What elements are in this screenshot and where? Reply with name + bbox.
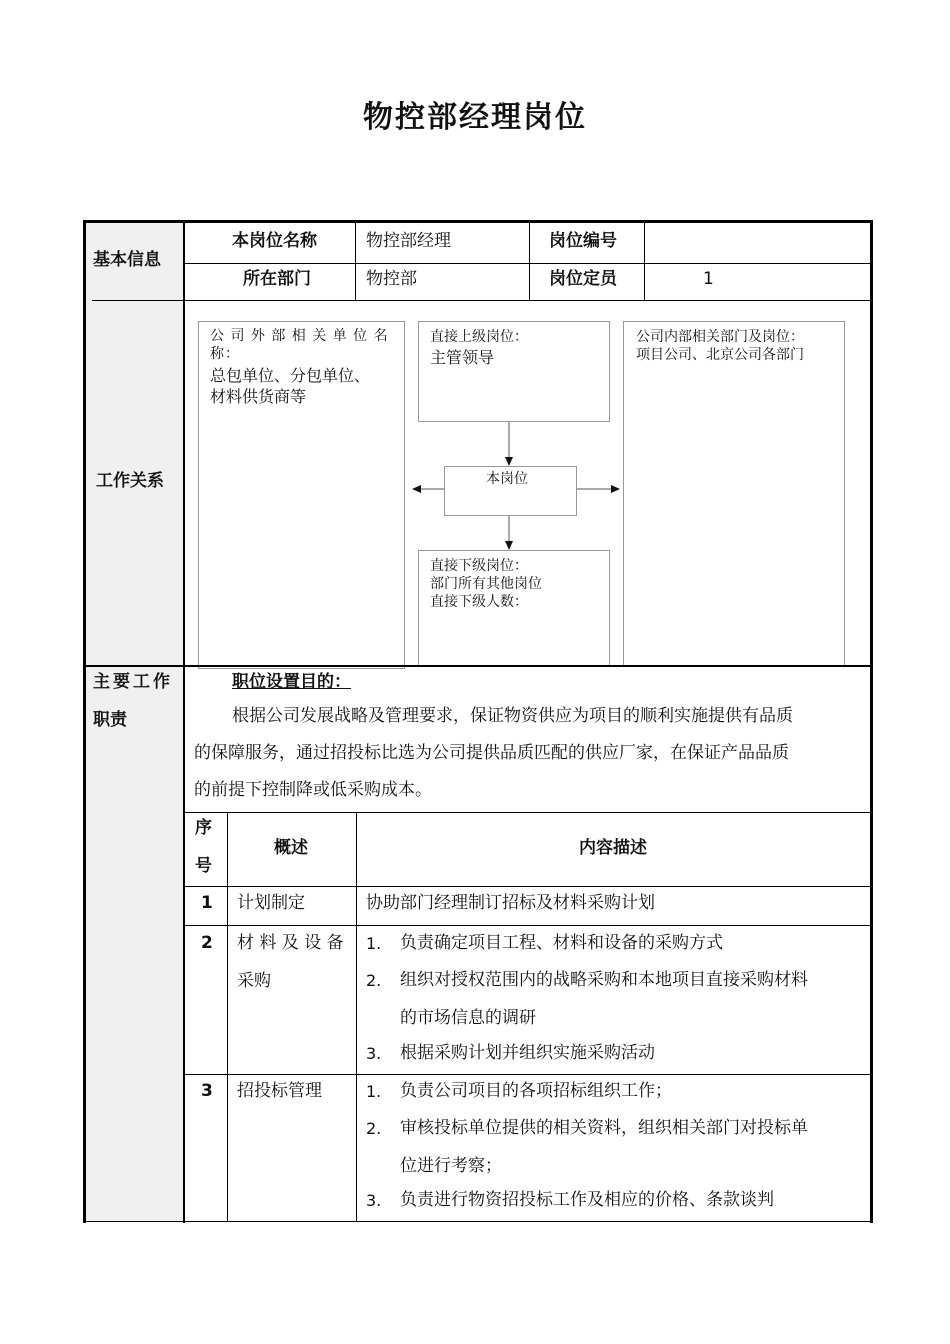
relations-label: 工作关系 <box>96 471 164 491</box>
duties-table-top <box>185 812 872 813</box>
basic-col1 <box>355 222 356 300</box>
row2-item2-text: 组织对授权范围内的战略采购和本地项目直接采购材料 <box>400 970 808 990</box>
subordinate-value: 部门所有其他岗位 <box>430 576 542 592</box>
arrowhead-left <box>412 485 421 493</box>
post-name-label: 本岗位名称 <box>232 231 317 251</box>
duties-col-summary <box>356 812 357 1222</box>
row2-seq: 2 <box>201 933 213 953</box>
row3-item3-num: 3. <box>366 1191 382 1210</box>
row2-item1-text: 负责确定项目工程、材料和设备的采购方式 <box>400 933 723 953</box>
label-bg-duties <box>86 666 184 1222</box>
basic-col2 <box>529 222 530 300</box>
label-column-divider <box>183 220 185 1223</box>
superior-title: 直接上级岗位： <box>430 329 528 345</box>
purpose-heading: 职位设置目的： <box>232 672 351 692</box>
external-units-line1: 总包单位、分包单位、 <box>210 366 371 385</box>
header-seq-line1: 序 <box>195 818 212 838</box>
duties-row1-bottom <box>185 925 872 926</box>
internal-depts-title: 公司内部相关部门及岗位： <box>636 329 804 345</box>
dept-label: 所在部门 <box>243 269 311 289</box>
row2-item2-text-cont: 的市场信息的调研 <box>400 1008 536 1028</box>
frame-right <box>870 220 873 1223</box>
duties-row2-bottom <box>185 1074 872 1075</box>
duties-label-line1: 主要工作 <box>93 672 173 692</box>
row2-item3-num: 3. <box>366 1044 382 1063</box>
post-name-value: 物控部经理 <box>366 231 451 251</box>
row3-item3-text: 负责进行物资招投标工作及相应的价格、条款谈判 <box>400 1190 774 1210</box>
subordinate-title: 直接下级岗位： <box>430 558 528 574</box>
basic-bottom <box>92 300 872 301</box>
row1-item: 协助部门经理制订招标及材料采购计划 <box>366 893 655 913</box>
external-units-title: 公 司 外 部 相 关 单 位 名 称： <box>210 328 389 362</box>
row2-item2-num: 2. <box>366 971 382 990</box>
headcount-value: 1 <box>703 269 714 289</box>
duties-col-seq <box>227 812 228 1222</box>
header-summary: 概述 <box>274 838 308 858</box>
headcount-label: 岗位定员 <box>549 269 617 289</box>
basic-info-label: 基本信息 <box>93 250 161 270</box>
internal-depts-box <box>623 321 845 667</box>
frame-top <box>83 220 873 223</box>
post-no-label: 岗位编号 <box>549 231 617 251</box>
row2-summary-line1: 材 料 及 设 备 <box>237 933 344 953</box>
header-seq-line2: 号 <box>195 856 212 876</box>
row2-summary-line2: 采购 <box>237 971 271 991</box>
row3-item2-num: 2. <box>366 1119 382 1138</box>
frame-bottom <box>86 1221 872 1222</box>
arrowhead-down-1 <box>505 457 513 466</box>
external-units-line2: 材料供货商等 <box>210 387 307 406</box>
dept-value: 物控部 <box>366 269 417 289</box>
subordinate-count: 直接下级人数： <box>430 594 528 610</box>
row3-seq: 3 <box>201 1081 213 1101</box>
purpose-line3: 的前提下控制降或低采购成本。 <box>194 780 432 800</box>
row3-item1-text: 负责公司项目的各项招标组织工作； <box>400 1081 672 1101</box>
row1-summary: 计划制定 <box>237 893 305 913</box>
self-post-label: 本岗位 <box>486 471 528 487</box>
row3-item2-text: 审核投标单位提供的相关资料，组织相关部门对投标单 <box>400 1118 808 1138</box>
frame-left <box>83 220 86 1223</box>
duties-label-line2: 职责 <box>93 710 127 730</box>
row3-summary: 招投标管理 <box>237 1081 322 1101</box>
row1-seq: 1 <box>201 893 213 913</box>
row3-item2-text-cont: 位进行考察； <box>400 1156 502 1176</box>
duties-header-bottom <box>185 886 872 887</box>
row2-item1-num: 1. <box>366 934 382 953</box>
arrowhead-down-2 <box>505 541 513 550</box>
superior-value: 主管领导 <box>430 348 495 367</box>
row2-item3-text: 根据采购计划并组织实施采购活动 <box>400 1043 655 1063</box>
header-content: 内容描述 <box>579 838 647 858</box>
purpose-line1: 根据公司发展战略及管理要求，保证物资供应为项目的顺利实施提供有品质 <box>232 706 793 726</box>
purpose-line2: 的保障服务，通过招投标比选为公司提供品质匹配的供应厂家，在保证产品品质 <box>194 743 789 763</box>
basic-col3 <box>644 222 645 300</box>
arrowhead-right <box>611 485 620 493</box>
relations-bottom <box>86 665 872 667</box>
row3-item1-num: 1. <box>366 1082 382 1101</box>
internal-depts-value: 项目公司、北京公司各部门 <box>636 347 804 363</box>
page-title: 物控部经理岗位 <box>363 100 587 135</box>
